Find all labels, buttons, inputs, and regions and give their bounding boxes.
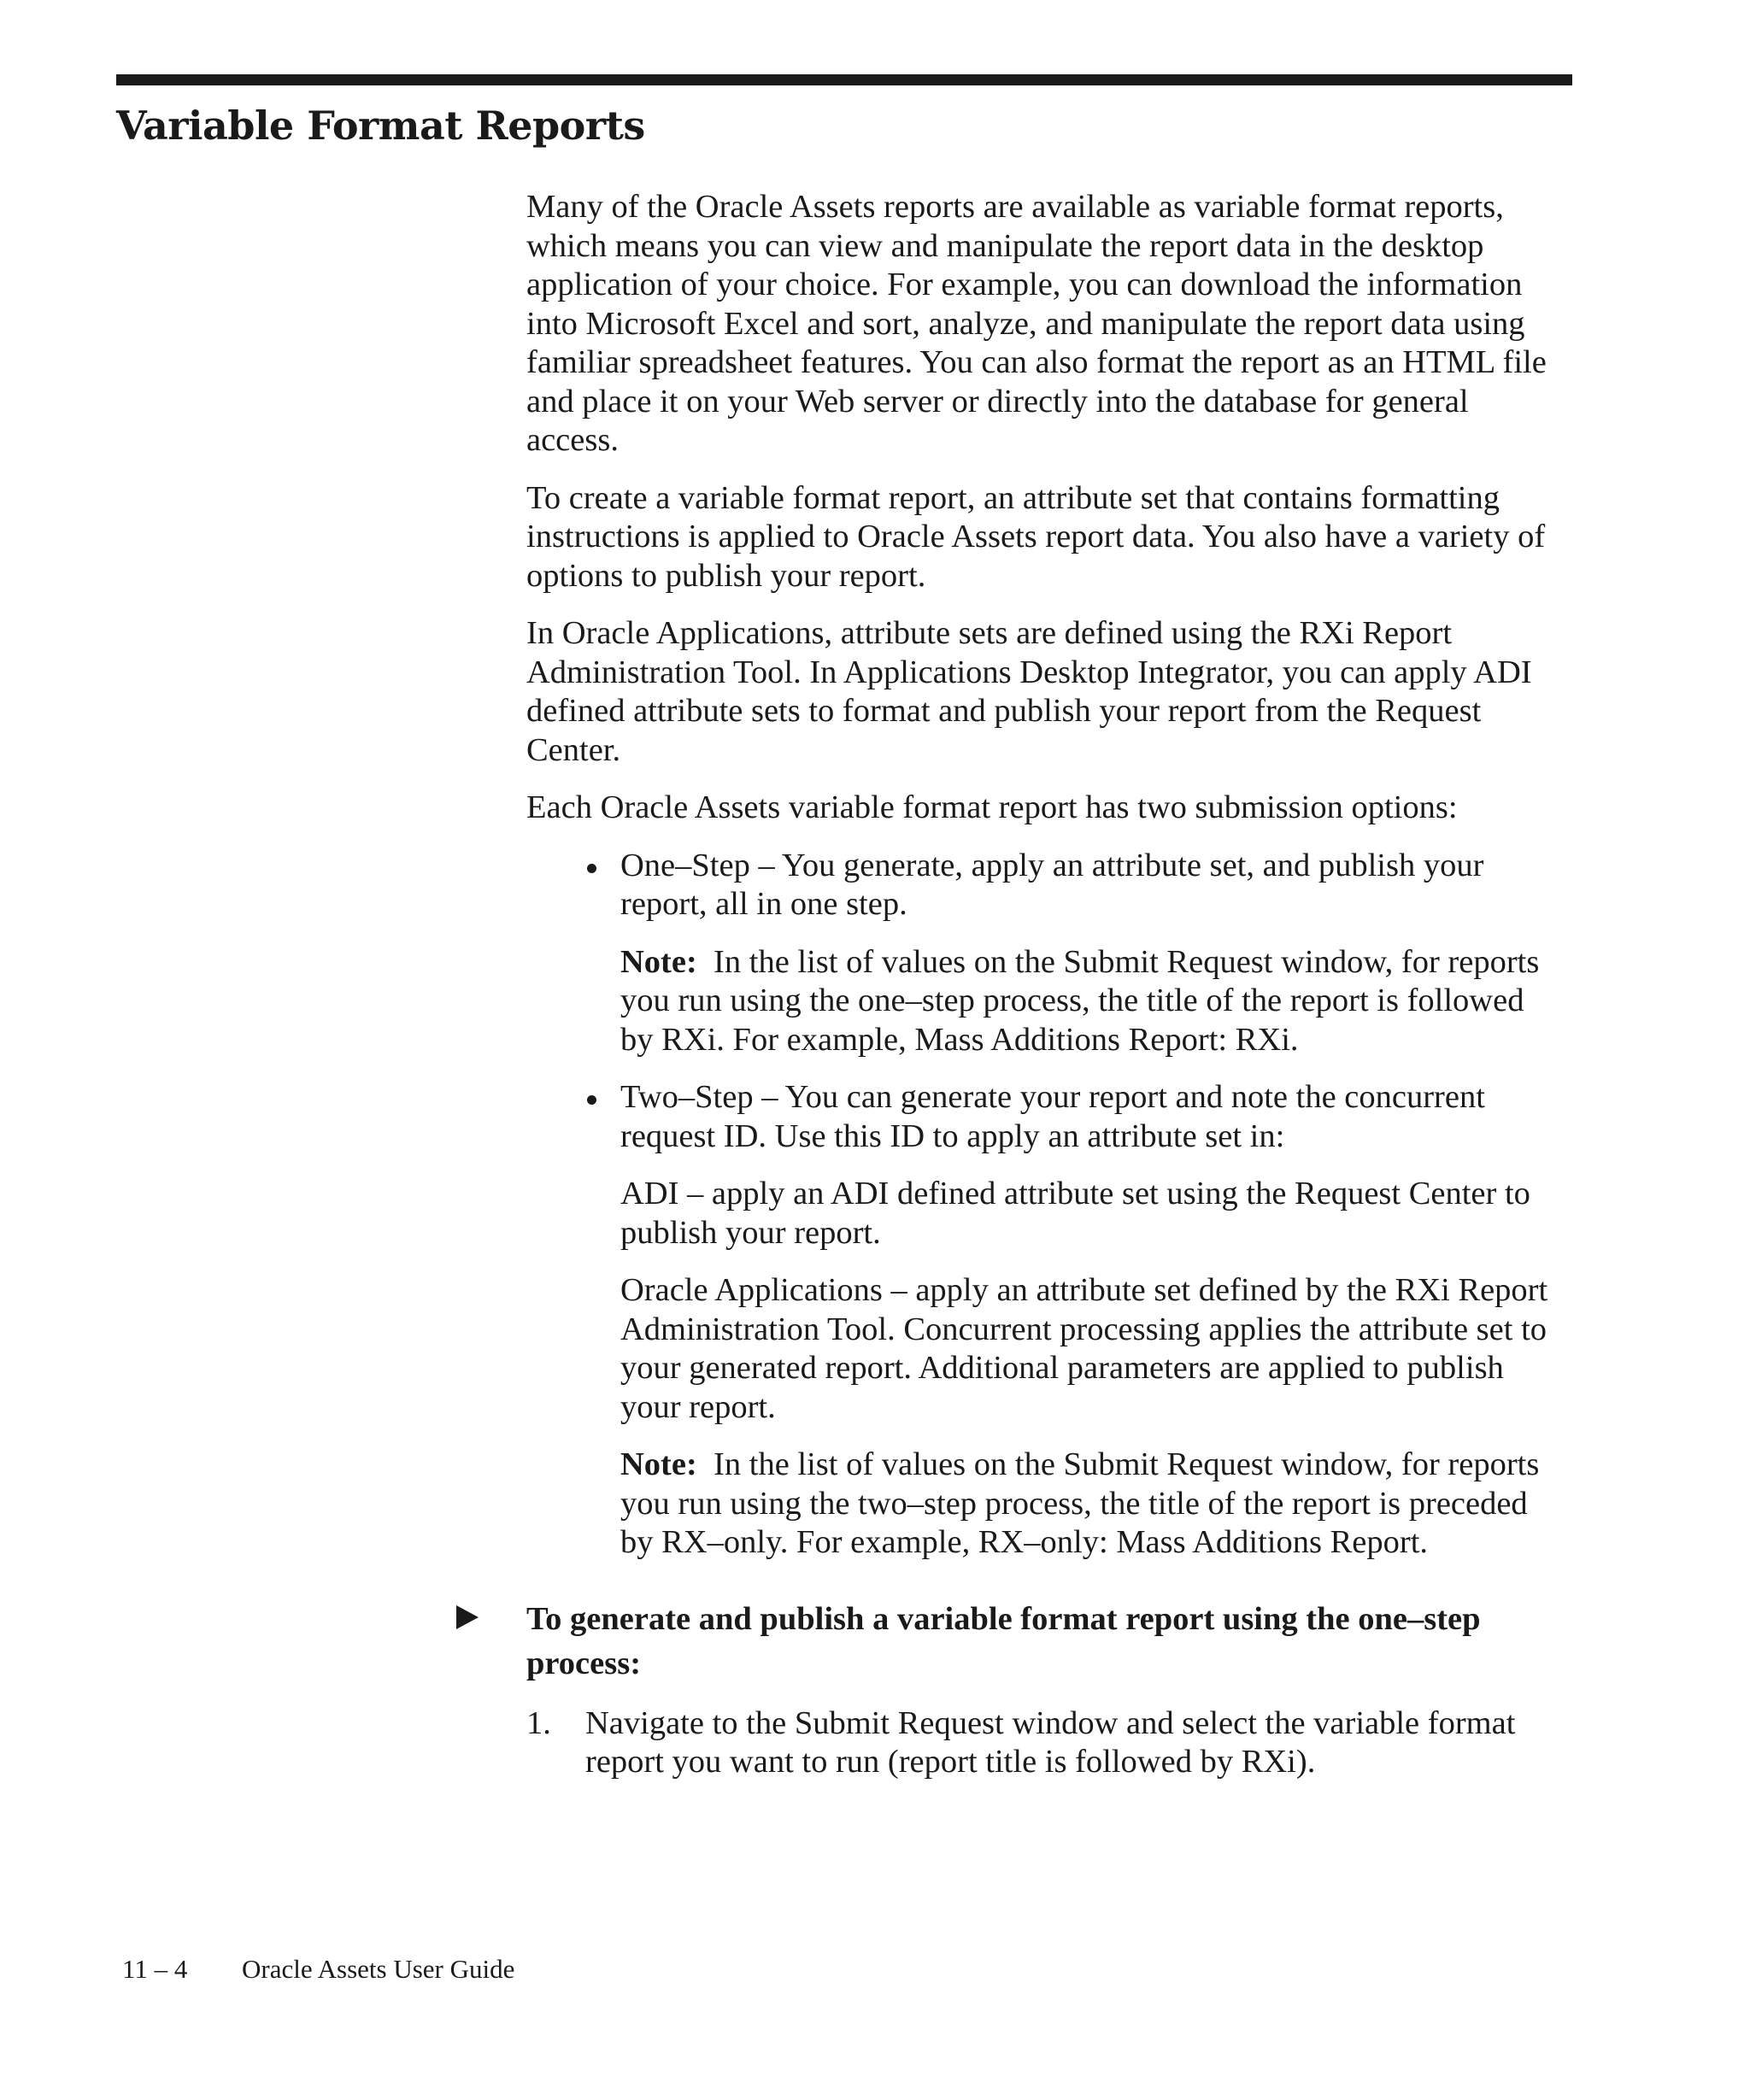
note-text: In the list of values on the Submit Request window, for reports you run using the two–step process, the title of the report is preceded by RX–only. For example, RX–only: Mass Additions Report. (620, 1446, 1540, 1560)
intro-paragraph: Many of the Oracle Assets reports are available as variable format reports, which means you can view and manipulate the report data in the desktop application of your choice. For example, you can download the information into Microsoft Excel and sort, analyze, and manipulate the report data using familiar spreadsheet features. You can also format the report as an HTML file and place it on your Web server or directly into the database for general access. (526, 189, 1547, 458)
procedure-section (526, 1597, 1552, 1782)
procedure-step (526, 1704, 1552, 1782)
step-number: 1. (526, 1704, 551, 1741)
submission-options-list (526, 847, 1552, 1563)
option-two-step-text: Two–Step – You can generate your report and note the concurrent request ID. Use this ID to apply an attribute set in: (620, 1079, 1485, 1154)
top-rule (116, 74, 1572, 85)
two-step-note (620, 1446, 1552, 1563)
book-title: Oracle Assets User Guide (242, 1954, 515, 1984)
note-text: In the list of values on the Submit Request window, for reports you run using the one–step process, the title of the report is followed by RXi. For example, Mass Additions Report: RXi. (620, 943, 1540, 1058)
option-two-step (526, 1078, 1552, 1563)
oracle-applications-paragraph: In Oracle Applications, attribute sets are defined using the RXi Report Administration Tool. In Applications Desktop Integrator, you can apply ADI defined attribute sets to format and publish your report from the Request Center. (526, 615, 1532, 768)
note-label: Note: (620, 1446, 697, 1482)
oracle-applications-option-paragraph: Oracle Applications – apply an attribute set defined by the RXi Report Administration Tool. Concurrent processing applies the attribute set to your generated report. Additional parameters are applied to publish your report. (620, 1272, 1548, 1425)
procedure-heading: To generate and publish a variable format report using the one–step process: (526, 1600, 1481, 1681)
page-title: Variable Format Reports (116, 103, 645, 149)
one-step-note (620, 943, 1552, 1060)
option-one-step (526, 847, 1552, 1060)
note-label: Note: (620, 943, 697, 980)
submission-options-paragraph: Each Oracle Assets variable format report has two submission options: (526, 789, 1458, 825)
option-one-step-text: One–Step – You generate, apply an attribute set, and publish your report, all in one step. (620, 847, 1484, 922)
attribute-set-paragraph: To create a variable format report, an attribute set that contains formatting instructions is applied to Oracle Assets report data. You also have a variety of options to publish your report. (526, 479, 1546, 594)
step-text: Navigate to the Submit Request window and select the variable format report you want to run (report title is followed by RXi). (585, 1704, 1516, 1780)
adi-paragraph: ADI – apply an ADI defined attribute set using the Request Center to publish your report. (620, 1176, 1530, 1251)
body-content (526, 188, 1552, 1782)
page-footer (122, 1954, 514, 1985)
page-number: 11 – 4 (122, 1954, 188, 1984)
procedure-arrow-icon (456, 1605, 479, 1629)
